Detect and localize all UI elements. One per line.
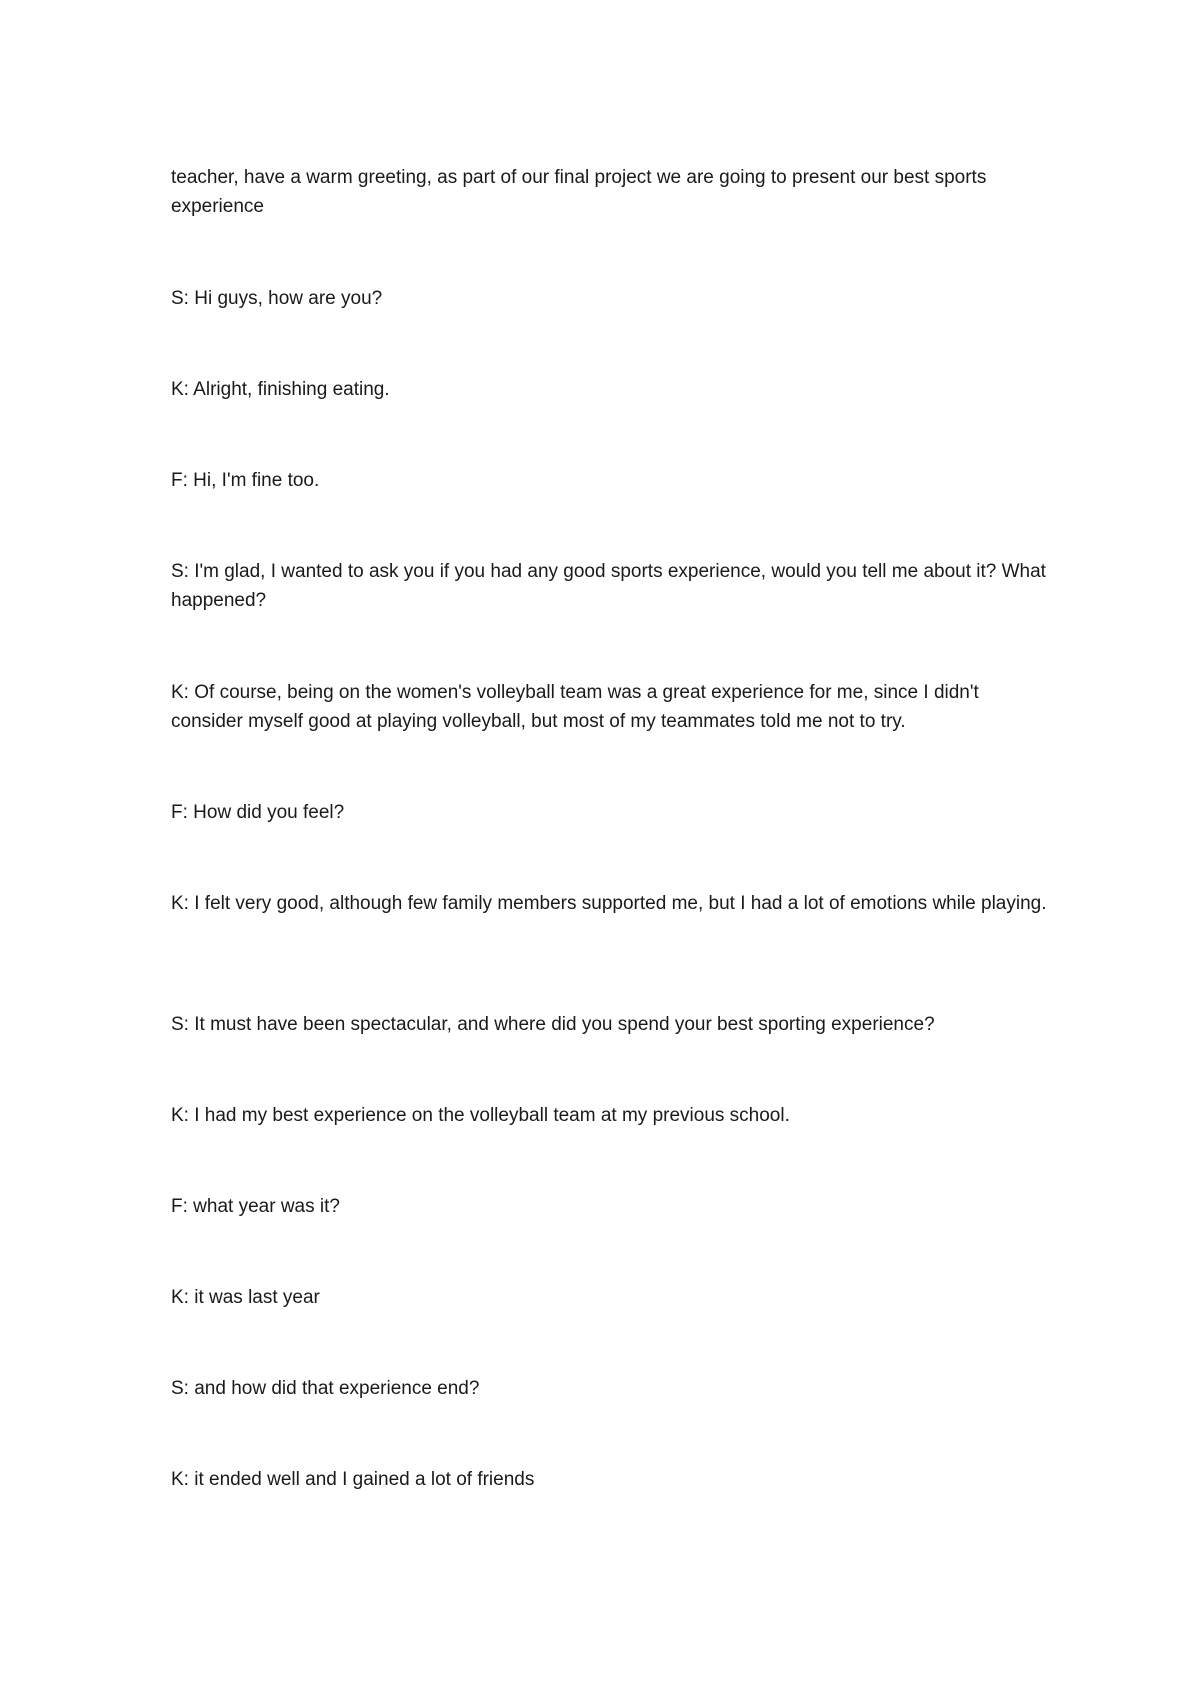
dialogue-line: K: it ended well and I gained a lot of friends — [171, 1469, 535, 1490]
dialogue-line: K: I felt very good, although few family members supported me, but I had a lot of emotions while playing. — [171, 893, 1047, 914]
dialogue-line: S: I'm glad, I wanted to ask you if you had any good sports experience, would you tell me about it? What happened? — [171, 561, 1046, 611]
dialogue-line: K: I had my best experience on the volleyball team at my previous school. — [171, 1105, 790, 1126]
dialogue-line: S: It must have been spectacular, and where did you spend your best sporting experience? — [171, 1014, 935, 1035]
dialogue-line: S: and how did that experience end? — [171, 1378, 480, 1399]
dialogue-line: F: what year was it? — [171, 1196, 340, 1217]
dialogue-line: F: Hi, I'm fine too. — [171, 470, 320, 491]
intro-paragraph: teacher, have a warm greeting, as part of our final project we are going to present our best sports experience — [171, 167, 987, 217]
dialogue-line: K: Alright, finishing eating. — [171, 379, 390, 400]
dialogue-line: K: it was last year — [171, 1287, 320, 1308]
dialogue-line: K: Of course, being on the women's volleyball team was a great experience for me, since I didn't consider myself good at playing volleyball, but most of my teammates told me not to try. — [171, 682, 979, 732]
dialogue-line: F: How did you feel? — [171, 802, 345, 823]
dialogue-line: S: Hi guys, how are you? — [171, 288, 383, 309]
